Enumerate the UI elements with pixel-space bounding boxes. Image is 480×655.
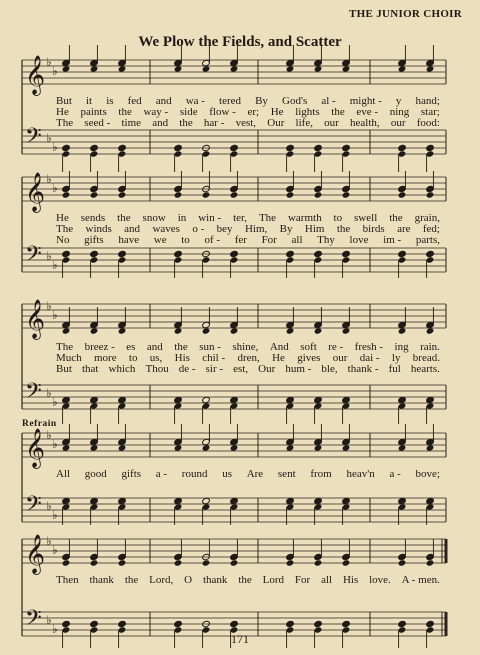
lyric-syllable: ing — [394, 341, 409, 353]
lyric-syllable: good — [84, 468, 107, 480]
lyric-line — [56, 468, 440, 480]
note-head — [90, 396, 99, 403]
flat-sign-icon: ♭ — [46, 613, 52, 627]
lyric-syllable: ly — [391, 352, 401, 364]
lyric-syllable: gives — [297, 352, 321, 364]
lyric-syllable: wa - — [185, 95, 205, 107]
note-head — [426, 396, 435, 403]
note-head — [90, 559, 99, 566]
lyric-syllable: the — [389, 212, 403, 224]
note-head — [90, 497, 99, 504]
note-head — [174, 396, 183, 403]
hymn-title: We Plow the Fields, and Scatter — [138, 34, 342, 50]
treble-clef-icon: 𝄞 — [25, 428, 46, 468]
lyric-syllable: Lord, — [149, 574, 174, 586]
lyric-syllable: Him — [304, 223, 325, 235]
lyric-syllable: in — [177, 212, 187, 224]
lyric-syllable: ble, — [321, 363, 338, 375]
note-head — [314, 497, 323, 504]
lyric-syllable: Our — [267, 117, 285, 129]
flat-sign-icon: ♭ — [46, 55, 52, 69]
lyric-syllable: which — [108, 363, 136, 375]
note-head — [202, 65, 211, 72]
note-head — [230, 396, 239, 403]
note-head — [202, 396, 211, 403]
lyric-syllable: sir - — [205, 363, 224, 375]
lyric-syllable: star; — [420, 106, 440, 118]
lyric-syllable: heav'n — [346, 468, 375, 480]
note-head — [118, 620, 127, 627]
lyric-syllable: de - — [178, 363, 196, 375]
lyric-syllable: flow - — [209, 106, 236, 118]
note-head — [342, 559, 351, 566]
note-head — [62, 327, 71, 334]
note-head — [62, 396, 71, 403]
flat-sign-icon: ♭ — [46, 386, 52, 400]
lyric-syllable: to — [128, 352, 138, 364]
note-head — [426, 497, 435, 504]
note-head — [342, 497, 351, 504]
note-head — [314, 144, 323, 151]
bass-clef-icon: 𝄢 — [25, 606, 42, 636]
lyric-syllable: All — [56, 468, 71, 480]
note-head — [62, 497, 71, 504]
note-head — [230, 144, 239, 151]
lyric-syllable: im - — [383, 234, 402, 246]
note-head — [342, 620, 351, 627]
lyric-syllable: bey — [216, 223, 233, 235]
lyric-syllable: breez - — [84, 341, 115, 353]
lyric-syllable: rain. — [420, 341, 440, 353]
note-head — [286, 327, 295, 334]
flat-sign-icon: ♭ — [46, 299, 52, 313]
note-head — [426, 144, 435, 151]
note-head — [398, 65, 407, 72]
lyric-syllable: life, — [295, 117, 313, 129]
lyric-syllable: A - men. — [401, 574, 440, 586]
note-head — [202, 444, 211, 451]
note-head — [118, 396, 127, 403]
flat-sign-icon: ♭ — [46, 131, 52, 145]
flat-sign-icon: ♭ — [46, 172, 52, 186]
note-head — [62, 620, 71, 627]
lyric-syllable: har - — [203, 117, 225, 129]
lyric-syllable: all — [291, 234, 303, 246]
lyric-syllable: re - — [328, 341, 344, 353]
note-head — [118, 250, 127, 257]
bass-clef-icon: 𝄢 — [25, 379, 42, 409]
flat-sign-icon: ♭ — [52, 140, 58, 154]
lyric-syllable: paints — [80, 106, 107, 118]
note-head — [398, 191, 407, 198]
lyric-syllable: Lord — [262, 574, 285, 586]
note-head — [286, 444, 295, 451]
note-head — [398, 327, 407, 334]
note-head — [174, 327, 183, 334]
note-head — [174, 65, 183, 72]
note-head — [174, 444, 183, 451]
lyric-syllable: our — [390, 117, 406, 129]
note-head — [118, 191, 127, 198]
lyric-syllable: time — [121, 117, 142, 129]
lyric-syllable: side — [179, 106, 198, 118]
note-head — [286, 620, 295, 627]
note-head — [230, 497, 239, 504]
lyric-syllable: He — [56, 212, 69, 224]
note-head — [342, 327, 351, 334]
note-head — [314, 191, 323, 198]
lyric-syllable: it — [85, 95, 93, 107]
lyric-syllable: hand; — [415, 95, 440, 107]
lyric-syllable: fer — [234, 234, 247, 246]
lyric-syllable: grain, — [414, 212, 440, 224]
lyric-syllable: No — [56, 234, 70, 246]
note-head — [174, 620, 183, 627]
note-head — [426, 250, 435, 257]
lyric-syllable: the — [331, 106, 345, 118]
flat-sign-icon: ♭ — [52, 181, 58, 195]
note-head — [314, 396, 323, 403]
note-head — [314, 250, 323, 257]
lyric-syllable: sends — [80, 212, 106, 224]
note-head — [314, 620, 323, 627]
lyric-syllable: God's — [282, 95, 308, 107]
note-head — [90, 65, 99, 72]
lyric-syllable: Him, — [244, 223, 268, 235]
lyric-syllable: the — [124, 574, 139, 586]
flat-sign-icon: ♭ — [52, 622, 58, 636]
lyric-syllable: thank — [89, 574, 114, 586]
lyric-syllable: o - — [192, 223, 205, 235]
lyric-syllable: a - — [155, 468, 168, 480]
note-head — [342, 191, 351, 198]
lyric-syllable: of - — [204, 234, 221, 246]
lyric-syllable: est, — [233, 363, 249, 375]
note-head — [342, 250, 351, 257]
lyric-syllable: By — [279, 223, 293, 235]
treble-clef-icon: 𝄞 — [25, 172, 46, 212]
note-head — [90, 250, 99, 257]
lyric-syllable: es — [126, 341, 136, 353]
flat-sign-icon: ♭ — [46, 534, 52, 548]
note-head — [426, 620, 435, 627]
lyric-syllable: eve - — [356, 106, 379, 118]
lyric-line — [56, 234, 440, 246]
bass-clef-icon: 𝄢 — [25, 492, 42, 522]
lyric-syllable: Thy — [317, 234, 335, 246]
note-head — [286, 144, 295, 151]
note-head — [118, 559, 127, 566]
note-head — [174, 191, 183, 198]
lyric-syllable: is — [106, 95, 114, 107]
note-head — [314, 559, 323, 566]
lyric-syllable: His — [174, 352, 190, 364]
page-number: 171 — [231, 632, 249, 646]
flat-sign-icon: ♭ — [52, 543, 58, 557]
note-head — [286, 191, 295, 198]
note-head — [398, 144, 407, 151]
lyric-syllable: our — [324, 117, 339, 129]
lyric-syllable: and — [124, 223, 141, 235]
note-head — [90, 144, 99, 151]
note-head — [342, 144, 351, 151]
note-head — [426, 65, 435, 72]
lyric-syllable: food: — [416, 117, 440, 129]
lyric-syllable: For — [294, 574, 311, 586]
lyric-syllable: fed; — [422, 223, 440, 235]
lyric-syllable: and — [152, 117, 169, 129]
lyric-syllable: the — [174, 341, 188, 353]
lyric-syllable: fresh - — [354, 341, 384, 353]
note-head — [174, 144, 183, 151]
lyric-syllable: He — [270, 106, 284, 118]
lyric-syllable: His — [342, 574, 359, 586]
lyric-syllable: the — [238, 574, 252, 586]
lyric-syllable: that — [81, 363, 99, 375]
lyric-syllable: By — [255, 95, 268, 107]
note-head — [62, 144, 71, 151]
lyric-syllable: the — [179, 117, 193, 129]
lyric-syllable: dai - — [359, 352, 380, 364]
lyric-syllable: snow — [142, 212, 166, 224]
lyric-syllable: He — [272, 352, 285, 364]
lyric-syllable: The — [56, 117, 74, 129]
note-head — [342, 444, 351, 451]
lyric-syllable: waves — [152, 223, 180, 235]
note-head — [398, 444, 407, 451]
note-head — [286, 497, 295, 504]
note-head — [90, 620, 99, 627]
lyric-syllable: Thou — [145, 363, 169, 375]
lyric-syllable: bread. — [412, 352, 440, 364]
note-head — [398, 620, 407, 627]
lyric-syllable: y — [395, 95, 402, 107]
treble-clef-icon: 𝄞 — [25, 299, 46, 339]
lyric-syllable: have — [118, 234, 140, 246]
lyric-syllable: warmth — [287, 212, 322, 224]
note-head — [118, 327, 127, 334]
lyric-syllable: ter, — [233, 212, 247, 224]
flat-sign-icon: ♭ — [52, 258, 58, 272]
note-head — [342, 396, 351, 403]
lyric-syllable: soft — [300, 341, 317, 353]
refrain-label: Refrain — [22, 419, 57, 429]
lyric-syllable: But — [56, 95, 72, 107]
note-head — [90, 444, 99, 451]
note-head — [202, 559, 211, 566]
note-head — [174, 250, 183, 257]
lyric-syllable: ful — [388, 363, 401, 375]
lyric-line — [56, 363, 440, 375]
lyric-syllable: round — [181, 468, 208, 480]
lyric-line — [56, 117, 440, 129]
lyric-syllable: all — [321, 574, 333, 586]
flat-sign-icon: ♭ — [52, 508, 58, 522]
lyric-syllable: chil - — [202, 352, 226, 364]
lyric-syllable: thank - — [347, 363, 379, 375]
lyric-syllable: health, — [350, 117, 380, 129]
lyric-syllable: Are — [246, 468, 264, 480]
lyric-syllable: But — [56, 363, 72, 375]
lyric-syllable: us — [222, 468, 232, 480]
lyric-syllable: The — [258, 212, 277, 224]
note-head — [62, 250, 71, 257]
note-head — [62, 444, 71, 451]
note-head — [314, 444, 323, 451]
note-head — [230, 559, 239, 566]
lyric-syllable: tered — [219, 95, 242, 107]
lyric-syllable: winds — [85, 223, 112, 235]
lyric-syllable: way - — [143, 106, 169, 118]
lyric-syllable: love. — [369, 574, 391, 586]
lyric-syllable: us, — [149, 352, 163, 364]
note-head — [286, 65, 295, 72]
lyric-syllable: vest, — [235, 117, 257, 129]
lyric-syllable: to — [333, 212, 343, 224]
note-head — [230, 444, 239, 451]
note-head — [90, 327, 99, 334]
flat-sign-icon: ♭ — [46, 249, 52, 263]
note-head — [62, 559, 71, 566]
lyric-syllable: dren, — [237, 352, 260, 364]
note-head — [118, 444, 127, 451]
lyric-syllable: swell — [354, 212, 378, 224]
lyric-syllable: shine, — [232, 341, 259, 353]
lyric-syllable: birds — [362, 223, 385, 235]
bass-clef-icon: 𝄢 — [25, 124, 42, 154]
note-head — [62, 65, 71, 72]
lyric-syllable: a - — [389, 468, 401, 480]
lyric-syllable: fed — [127, 95, 142, 107]
lyric-syllable: love — [349, 234, 369, 246]
note-head — [202, 327, 211, 334]
lyric-syllable: lights — [295, 106, 320, 118]
lyric-syllable: Much — [56, 352, 82, 364]
flat-sign-icon: ♭ — [52, 64, 58, 78]
lyric-syllable: to — [181, 234, 190, 246]
flat-sign-icon: ♭ — [52, 437, 58, 451]
flat-sign-icon: ♭ — [52, 308, 58, 322]
flat-sign-icon: ♭ — [52, 395, 58, 409]
lyric-syllable: Then — [56, 574, 79, 586]
lyric-syllable: sent — [277, 468, 296, 480]
note-head — [62, 191, 71, 198]
lyric-syllable: The — [56, 341, 74, 353]
note-head — [202, 191, 211, 198]
lyric-line — [56, 574, 440, 586]
lyric-syllable: bove; — [415, 468, 440, 480]
lyric-syllable: win - — [198, 212, 222, 224]
note-head — [426, 327, 435, 334]
lyric-syllable: thank — [202, 574, 228, 586]
lyric-syllable: the — [118, 106, 132, 118]
lyric-syllable: al - — [321, 95, 336, 107]
flat-sign-icon: ♭ — [46, 428, 52, 442]
lyric-syllable: the — [336, 223, 351, 235]
lyric-syllable: And — [269, 341, 289, 353]
flat-sign-icon: ♭ — [46, 499, 52, 513]
lyric-syllable: er; — [247, 106, 260, 118]
lyric-syllable: sun - — [199, 341, 221, 353]
note-head — [342, 65, 351, 72]
lyric-syllable: O — [184, 574, 193, 586]
lyric-syllable: For — [261, 234, 277, 246]
note-head — [398, 497, 407, 504]
lyric-syllable: from — [310, 468, 332, 480]
note-head — [118, 144, 127, 151]
note-head — [118, 497, 127, 504]
note-head — [230, 327, 239, 334]
lyric-syllable: hearts. — [410, 363, 440, 375]
treble-clef-icon: 𝄞 — [25, 534, 46, 574]
note-head — [314, 65, 323, 72]
note-head — [398, 559, 407, 566]
note-head — [90, 191, 99, 198]
note-head — [286, 396, 295, 403]
lyric-syllable: more — [93, 352, 117, 364]
lyric-syllable: The — [56, 223, 74, 235]
bass-clef-icon: 𝄢 — [25, 242, 42, 272]
lyric-syllable: gifts — [84, 234, 104, 246]
note-head — [426, 559, 435, 566]
lyric-syllable: we — [153, 234, 167, 246]
note-head — [286, 559, 295, 566]
lyric-syllable: and — [146, 341, 163, 353]
lyric-syllable: He — [56, 106, 69, 118]
note-head — [174, 497, 183, 504]
note-head — [230, 620, 239, 627]
lyric-syllable: parts, — [415, 234, 440, 246]
note-head — [230, 191, 239, 198]
lyric-syllable: our — [332, 352, 348, 364]
note-head — [202, 497, 211, 504]
lyric-syllable: hum - — [285, 363, 312, 375]
lyric-syllable: might - — [349, 95, 382, 107]
lyric-syllable: seed - — [84, 117, 111, 129]
note-head — [230, 250, 239, 257]
note-head — [398, 396, 407, 403]
note-head — [174, 559, 183, 566]
note-head — [398, 250, 407, 257]
note-head — [314, 327, 323, 334]
lyric-syllable: and — [155, 95, 172, 107]
note-head — [426, 444, 435, 451]
note-head — [118, 65, 127, 72]
lyric-syllable: gifts — [121, 468, 142, 480]
running-header: THE JUNIOR CHOIR — [349, 8, 462, 20]
lyric-syllable: ning — [389, 106, 410, 118]
note-head — [426, 191, 435, 198]
treble-clef-icon: 𝄞 — [25, 55, 46, 95]
lyric-syllable: are — [397, 223, 411, 235]
lyric-syllable: the — [117, 212, 131, 224]
note-head — [230, 65, 239, 72]
lyric-syllable: Our — [258, 363, 276, 375]
note-head — [286, 250, 295, 257]
